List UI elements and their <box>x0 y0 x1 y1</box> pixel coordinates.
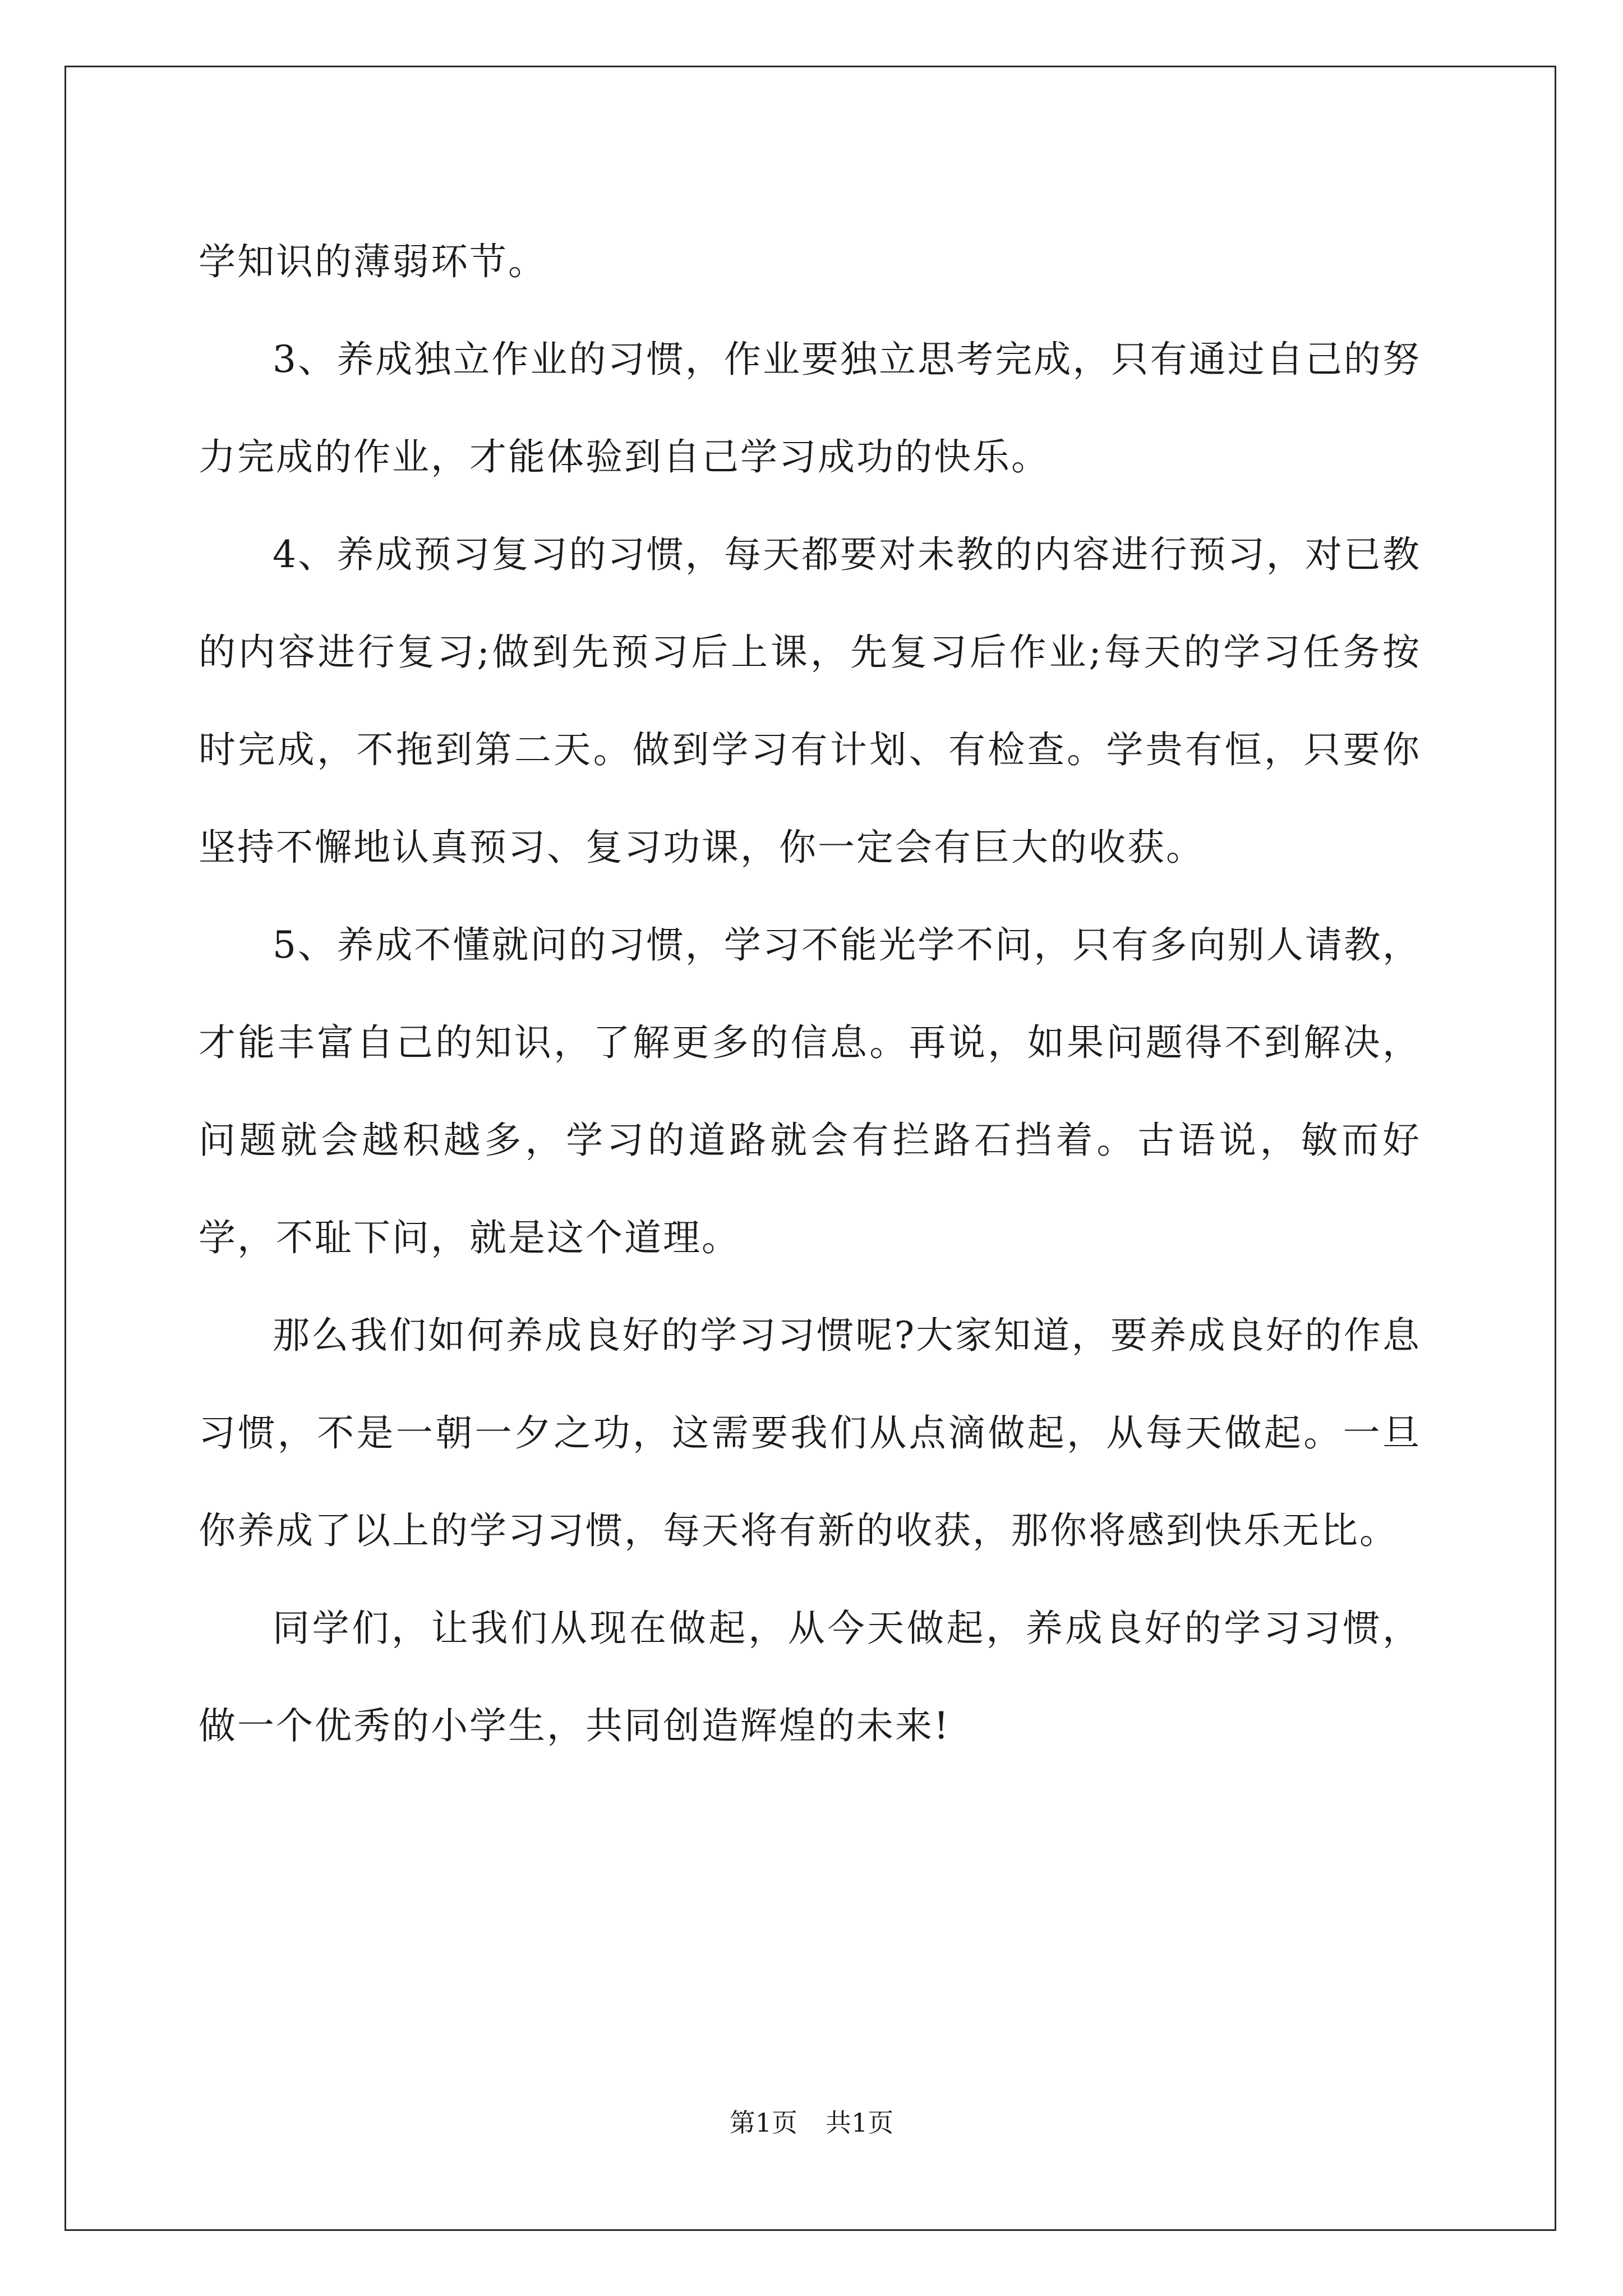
paragraph-item-5: 5、养成不懂就问的习惯，学习不能光学不问，只有多向别人请教，才能丰富自己的知识，了解更多的信息。再说，如果问题得不到解决，问题就会越积越多，学习的道路就会有拦路石挡着。古语说，敏而好学，不耻下问，就是这个道理。 <box>199 923 1421 1259</box>
page-number: 第1页 <box>729 2108 797 2138</box>
page-total: 共1页 <box>826 2108 894 2138</box>
paragraph-how-to: 那么我们如何养成良好的学习习惯呢?大家知道，要养成良好的作息习惯，不是一朝一夕之功，这需要我们从点滴做起，从每天做起。一旦你养成了以上的学习习惯，每天将有新的收获，那你将感到快乐无比。 <box>199 1314 1421 1552</box>
paragraph-continuation: 学知识的薄弱环节。 <box>199 240 547 283</box>
document-body <box>199 213 1421 1775</box>
paragraph-item-3: 3、养成独立作业的习惯，作业要独立思考完成，只有通过自己的努力完成的作业，才能体验到自己学习成功的快乐。 <box>199 338 1421 478</box>
paragraph-item-4: 4、养成预习复习的习惯，每天都要对未教的内容进行预习，对已教的内容进行复习;做到先预习后上课，先复习后作业;每天的学习任务按时完成，不拖到第二天。做到学习有计划、有检查。学贵有恒，只要你坚持不懈地认真预习、复习功课，你一定会有巨大的收获。 <box>199 533 1421 869</box>
page-footer <box>0 2102 1623 2139</box>
paragraph-closing: 同学们，让我们从现在做起，从今天做起，养成良好的学习习惯，做一个优秀的小学生，共同创造辉煌的未来! <box>199 1607 1421 1747</box>
